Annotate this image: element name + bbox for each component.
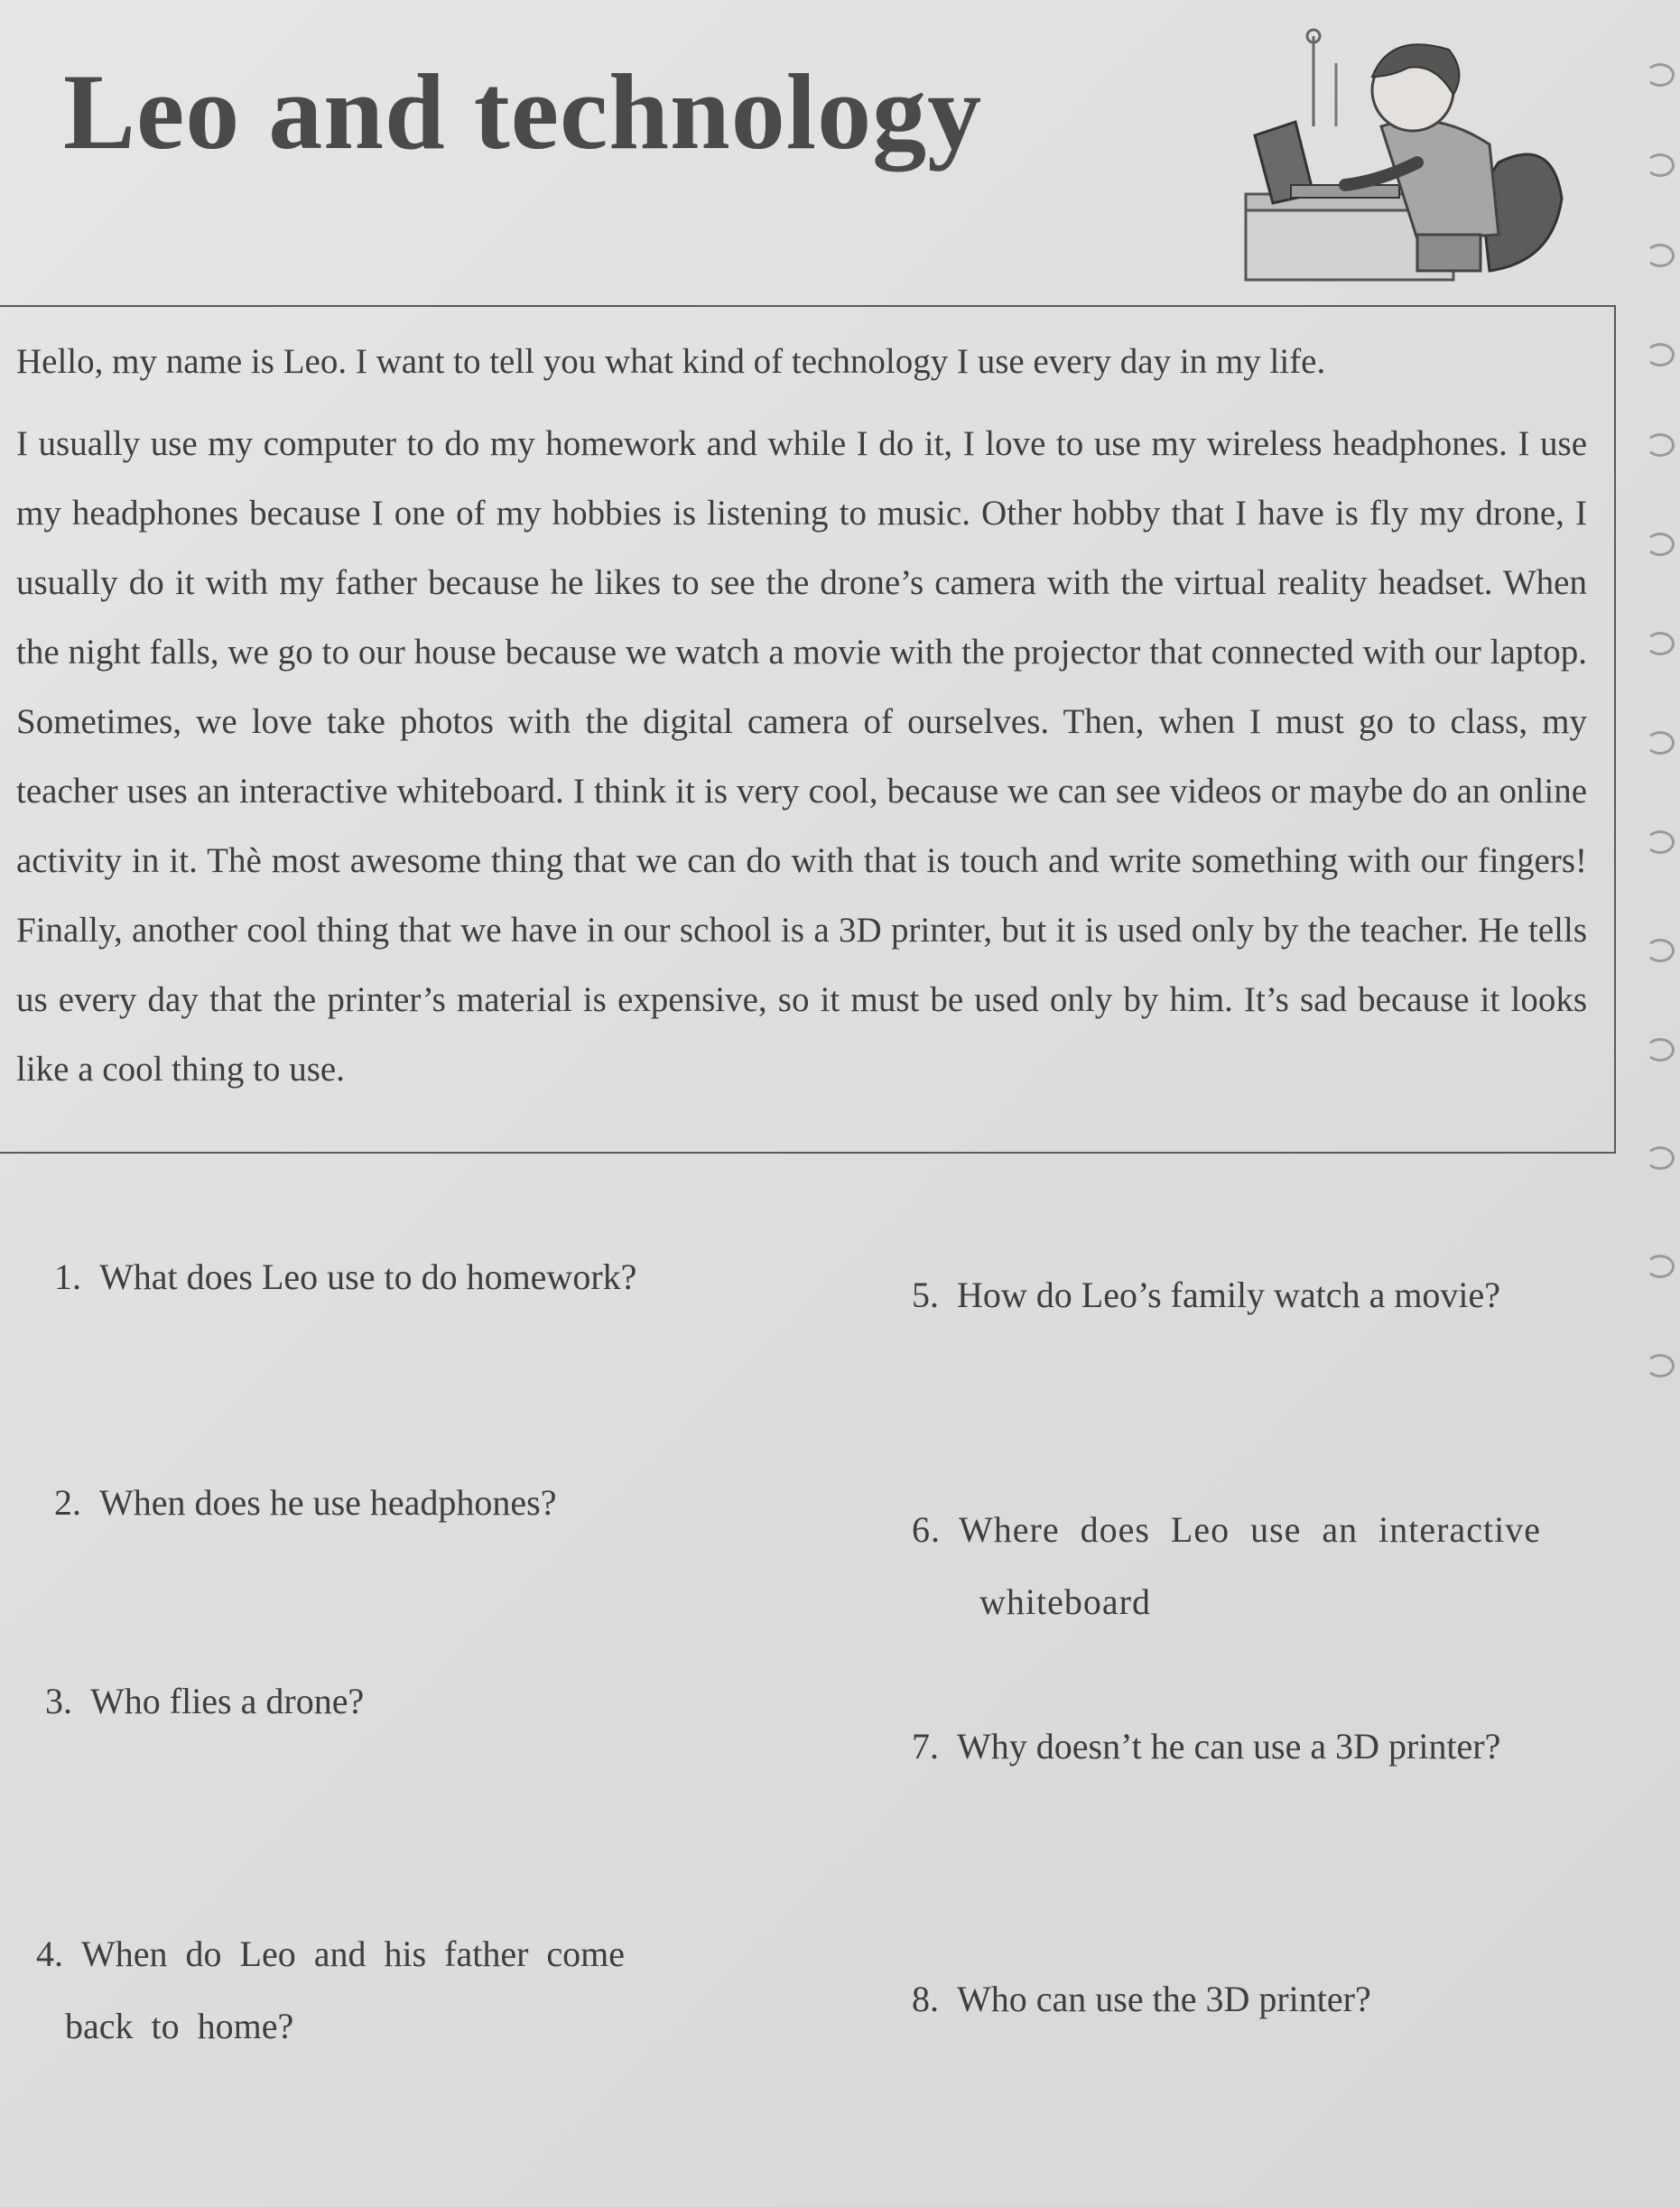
question-number: 4. bbox=[36, 1933, 63, 1974]
question-7 bbox=[912, 1711, 1500, 1783]
binder-ring-icon bbox=[1646, 533, 1675, 556]
binder-ring-icon bbox=[1646, 632, 1675, 655]
binder-ring-icon bbox=[1646, 244, 1675, 267]
question-number: 5. bbox=[912, 1275, 939, 1315]
question-6 bbox=[912, 1494, 1541, 1638]
binder-ring-icon bbox=[1646, 1038, 1675, 1062]
question-text: Who flies a drone? bbox=[90, 1681, 365, 1721]
binder-ring-icon bbox=[1646, 830, 1675, 854]
question-text-continued: whiteboard bbox=[979, 1581, 1151, 1622]
binder-ring-icon bbox=[1646, 1146, 1675, 1170]
reading-passage-box bbox=[0, 305, 1616, 1154]
question-number: 7. bbox=[912, 1726, 939, 1767]
question-5 bbox=[912, 1259, 1500, 1331]
question-8 bbox=[912, 1963, 1371, 2035]
binder-ring-icon bbox=[1646, 153, 1675, 177]
question-text: What does Leo use to do homework? bbox=[99, 1257, 637, 1297]
reading-paragraph-intro: Hello, my name is Leo. I want to tell you what kind of technology I use every day in my life. bbox=[16, 342, 1326, 381]
question-text-continued: back to home? bbox=[65, 2006, 294, 2046]
binder-ring-icon bbox=[1646, 731, 1675, 755]
question-text: Who can use the 3D printer? bbox=[957, 1979, 1371, 2019]
binder-ring-icon bbox=[1646, 433, 1675, 457]
question-text: When do Leo and his father come bbox=[81, 1933, 626, 1974]
question-number: 3. bbox=[45, 1681, 72, 1721]
binder-ring-icon bbox=[1646, 1255, 1675, 1278]
reading-paragraph-body: I usually use my computer to do my homework and while I do it, I love to use my wireless headphones. I use my headphones because I one of my hobbies is listening to music. Other hobby that I have is fly my drone, I usually do it with my father because he likes to see the drone’s camera with the virtual reality headset. When the night falls, we go to our house because we watch a movie with the projector that connected with our laptop. Sometimes, we love take photos with the digital camera of ourselves. Then, when I must go to class, my teacher uses an interactive whiteboard. I think it is very cool, because we can see videos or maybe do an online activity in it. Thè most awesome thing that we can do with that is touch and write something with our fingers! Finally, another cool thing that we have in our school is a 3D printer, but it is used only by the teacher. He tells us every day that the printer’s material is expensive, so it must be used only by him. It’s sad because it looks like a cool thing to use. bbox=[16, 424, 1587, 1089]
binder-ring-icon bbox=[1646, 1354, 1675, 1377]
question-3 bbox=[45, 1665, 364, 1738]
question-text: When does he use headphones? bbox=[99, 1482, 557, 1523]
question-text: Where does Leo use an interactive bbox=[959, 1509, 1541, 1550]
binder-ring-icon bbox=[1646, 343, 1675, 366]
worksheet-title: Leo and technology bbox=[63, 51, 983, 172]
binder-ring-icon bbox=[1646, 939, 1675, 962]
question-number: 2. bbox=[54, 1482, 81, 1523]
question-text: Why doesn’t he can use a 3D printer? bbox=[957, 1726, 1501, 1767]
question-1 bbox=[54, 1241, 636, 1313]
boy-at-computer-illustration bbox=[1228, 27, 1589, 289]
question-number: 8. bbox=[912, 1979, 939, 2019]
question-text: How do Leo’s family watch a movie? bbox=[957, 1275, 1501, 1315]
question-number: 1. bbox=[54, 1257, 81, 1297]
binder-ring-icon bbox=[1646, 63, 1675, 87]
question-number: 6. bbox=[912, 1509, 941, 1550]
question-4 bbox=[36, 1918, 625, 2063]
question-2 bbox=[54, 1467, 556, 1539]
